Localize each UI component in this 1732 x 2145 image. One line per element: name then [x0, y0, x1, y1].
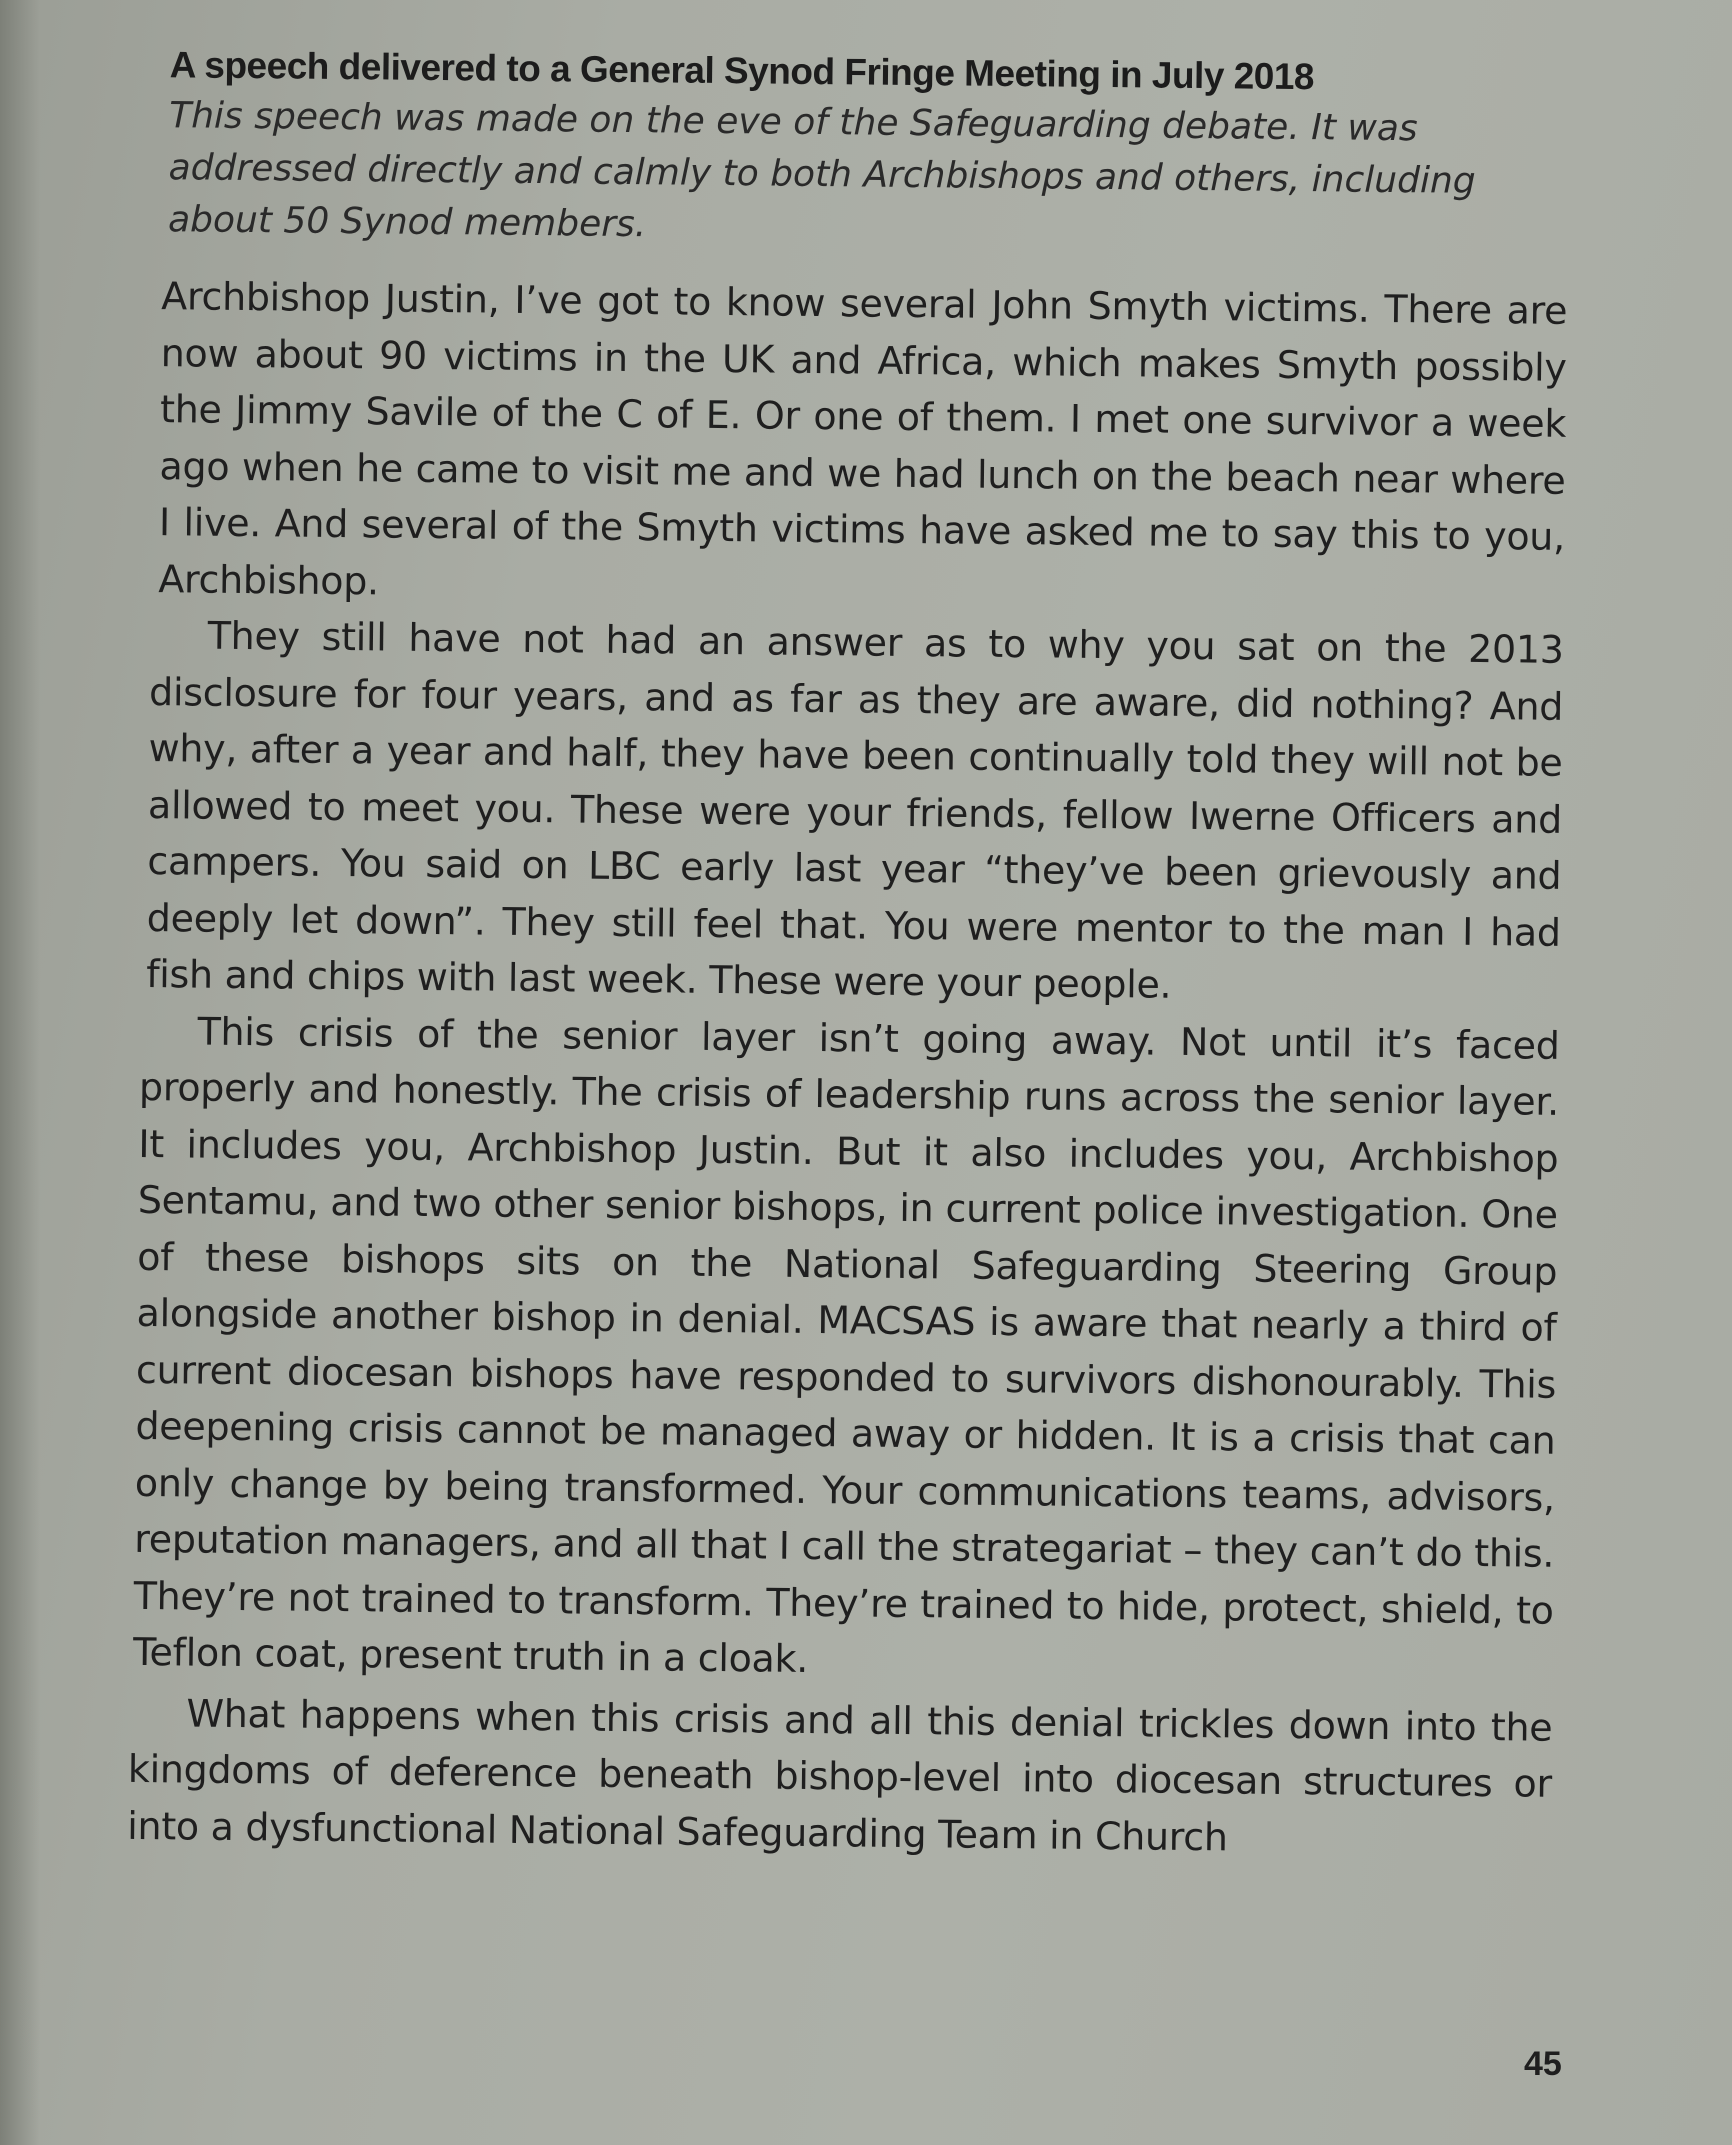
page-number: 45	[1524, 2045, 1562, 2083]
speech-heading: A speech delivered to a General Synod Fringe Meeting in July 2018	[169, 44, 1315, 98]
paragraph-1: Archbishop Justin, I’ve got to know several John Smyth victims. There are now about 90 victims in the UK and Africa, which makes Smyth possibly the Jimmy Savile of the C of E. Or one of them. I met one survivor a week ago when he came to visit me and we had lunch on the beach near where I live. And several of the Smyth victims have asked me to say this to you, Archbishop.	[158, 274, 1568, 603]
paragraph-4: What happens when this crisis and all this denial trickles down into the kingdoms of deference beneath bishop-level into diocesan structures or into a dysfunctional National Safeguarding Team in Church	[127, 1690, 1553, 1859]
speech-intro: This speech was made on the eve of the Safeguarding debate. It was addressed directly and calmly to both Archbishops and others, including about 50 Synod members.	[167, 95, 1476, 246]
text-block	[127, 40, 1570, 1869]
paragraph-3: This crisis of the senior layer isn’t going away. Not until it’s faced properly and honestly. The crisis of leadership runs across the senior layer. It includes you, Archbishop Justin. But it also includes you, Archbishop Sentamu, and two other senior bishops, in current police investigation. One of these bishops sits on the National Safeguarding Steering Group alongside another bishop in denial. MACSAS is aware that nearly a third of current diocesan bishops have responded to survivors dishonourably. This deepening crisis cannot be managed away or hidden. It is a crisis that can only change by being transformed. Your communications teams, advisors, reputation managers, and all that I call the strategariat – they can’t do this. They’re not trained to transform. They’re trained to hide, protect, shield, to Teflon coat, present truth in a cloak.	[132, 1009, 1560, 1681]
paragraph-2: They still have not had an answer as to why you sat on the 2013 disclosure for four years, and as far as they are aware, did nothing? And why, after a year and half, they have been continually told they will not be allowed to meet you. These were your friends, fellow Iwerne Officers and campers. You said on LBC early last year “they’ve been grievously and deeply let down”. They still feel that. You were mentor to the man I had fish and chips with last week. These were your people.	[145, 613, 1564, 1007]
